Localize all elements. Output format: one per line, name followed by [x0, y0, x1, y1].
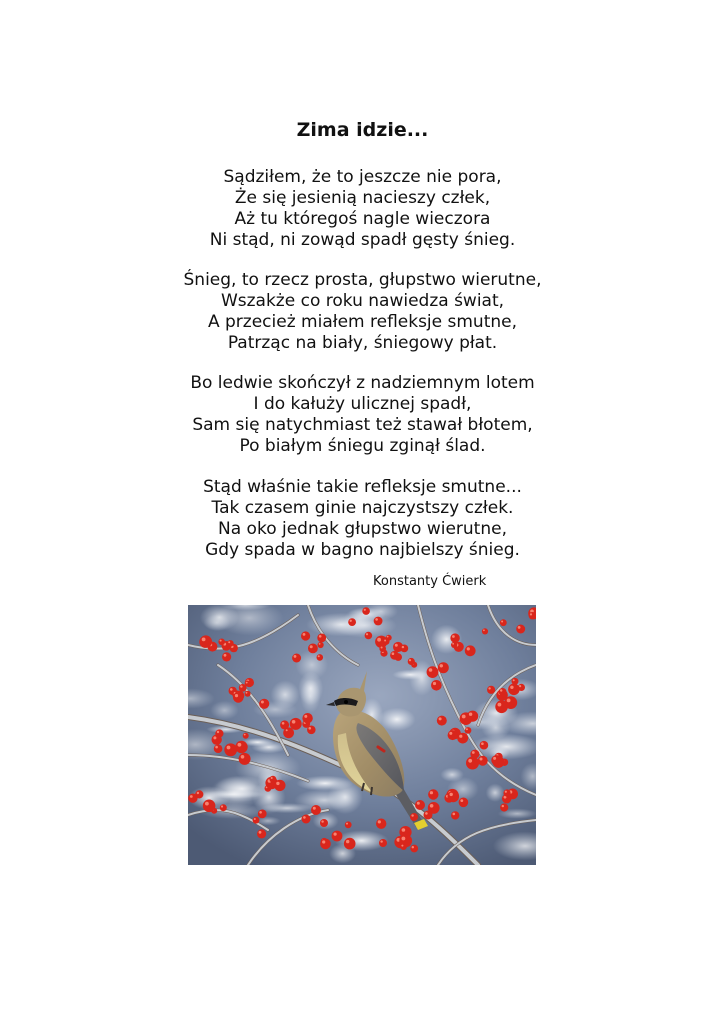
berry	[311, 805, 321, 815]
berry-highlight	[213, 736, 216, 739]
berry	[428, 789, 438, 799]
berry-highlight	[230, 688, 233, 691]
berry-highlight	[507, 699, 511, 703]
berry-highlight	[310, 645, 313, 648]
berry-highlight	[469, 713, 472, 716]
verse-line: I do kałuży ulicznej spadł,	[253, 394, 472, 414]
poem-title: Zima idzie...	[296, 119, 429, 141]
berry-highlight	[481, 742, 484, 745]
berry-highlight	[466, 728, 468, 730]
berry-highlight	[259, 811, 262, 814]
berry-highlight	[468, 759, 472, 763]
berry	[379, 645, 386, 652]
verse-line: Sam się natychmiast też stawał błotem,	[192, 415, 533, 435]
poem-author: Konstanty Ćwierk	[373, 574, 487, 589]
berry	[470, 750, 479, 759]
berry	[466, 757, 479, 770]
verse-line: Śnieg, to rzecz prosta, głupstwo wierutne,	[183, 270, 542, 290]
berry-highlight	[241, 755, 245, 759]
berry-highlight	[378, 820, 381, 823]
berry	[495, 701, 508, 714]
berry-highlight	[292, 720, 296, 724]
berry-highlight	[224, 654, 227, 657]
berry-highlight	[430, 791, 433, 794]
berry-highlight	[221, 805, 223, 807]
berry	[301, 631, 310, 640]
berry	[480, 741, 489, 750]
berry-highlight	[429, 668, 433, 672]
berry-highlight	[350, 620, 352, 622]
berry-highlight	[505, 791, 507, 793]
berry	[500, 619, 507, 626]
frost-blob	[210, 701, 239, 720]
berry-highlight	[259, 831, 262, 834]
berry-highlight	[488, 687, 490, 689]
berry	[233, 692, 244, 703]
berry	[344, 838, 356, 850]
berry-highlight	[381, 647, 383, 649]
berry-highlight	[513, 679, 515, 681]
berry-highlight	[197, 792, 199, 794]
berry	[400, 843, 407, 850]
berry	[320, 839, 331, 850]
berry-highlight	[303, 633, 306, 636]
berry	[500, 803, 508, 811]
berry	[491, 755, 501, 765]
stanza-4	[0, 477, 725, 561]
berry	[302, 713, 312, 723]
berry-highlight	[510, 686, 513, 689]
frost-blob	[204, 615, 230, 632]
berry	[245, 681, 251, 687]
berry-highlight	[452, 635, 455, 638]
berry-highlight	[271, 777, 273, 779]
berry	[318, 642, 324, 648]
berry-highlight	[462, 715, 466, 719]
berry-highlight	[519, 685, 521, 687]
berry-highlight	[303, 816, 306, 819]
berry-highlight	[480, 758, 483, 761]
berry	[448, 791, 460, 803]
berry-highlight	[235, 694, 238, 697]
berry	[465, 727, 472, 734]
berry	[499, 688, 507, 696]
berry	[274, 780, 285, 791]
berry-highlight	[425, 812, 428, 815]
berry	[270, 776, 277, 783]
berry-highlight	[452, 643, 454, 645]
berry-highlight	[518, 626, 521, 629]
berry	[200, 635, 212, 647]
berry-highlight	[322, 840, 325, 843]
berry-highlight	[392, 652, 395, 655]
berry-highlight	[215, 746, 218, 749]
frost-blob	[378, 708, 415, 731]
berry	[508, 684, 520, 696]
berry	[245, 691, 251, 697]
berry-highlight	[364, 609, 366, 611]
berry-highlight	[346, 823, 348, 825]
berry-highlight	[433, 682, 436, 685]
berry	[203, 800, 216, 813]
berry-highlight	[286, 729, 288, 731]
berry-highlight	[366, 633, 368, 635]
verse-line: Stąd właśnie takie refleksje smutne...	[203, 477, 522, 497]
stanza-2	[0, 270, 725, 354]
berry	[224, 743, 237, 756]
berry	[451, 642, 457, 648]
verse-line: Po białym śniegu zginął ślad.	[239, 436, 486, 456]
berry-highlight	[246, 692, 248, 694]
berry-highlight	[453, 813, 456, 816]
berry	[218, 639, 225, 646]
berry	[529, 612, 536, 619]
frost-blob	[271, 680, 300, 709]
berry-highlight	[411, 814, 413, 816]
berry	[290, 718, 302, 730]
berry	[308, 644, 318, 654]
berry	[253, 817, 260, 824]
berry-highlight	[460, 799, 463, 802]
berry	[487, 686, 495, 694]
berry	[365, 632, 373, 640]
berry	[450, 633, 459, 642]
berry-highlight	[449, 732, 452, 735]
verse-line: A przecież miałem refleksje smutne,	[207, 312, 518, 332]
verse-line: Gdy spada w bagno najbielszy śnieg.	[205, 540, 520, 560]
berry	[459, 798, 469, 808]
berry	[467, 711, 478, 722]
berry	[220, 804, 227, 811]
berry	[410, 813, 418, 821]
berry	[400, 645, 408, 653]
berry-highlight	[318, 655, 320, 657]
berry	[243, 733, 249, 739]
berry-highlight	[220, 640, 222, 642]
berry-highlight	[380, 840, 382, 842]
berry	[379, 839, 387, 847]
verse-line: Patrząc na biały, śniegowy płat.	[227, 333, 498, 353]
berry-highlight	[502, 805, 504, 807]
berry	[386, 635, 392, 641]
berry-highlight	[459, 735, 462, 738]
verse-line: Ni stąd, ni zowąd spadł gęsty śnieg.	[209, 230, 516, 250]
berry-highlight	[321, 820, 323, 822]
berry	[259, 699, 269, 709]
berry-highlight	[387, 636, 389, 638]
berry	[302, 815, 311, 824]
berry	[424, 811, 433, 820]
berry-highlight	[282, 722, 285, 725]
berry-highlight	[190, 795, 193, 798]
berry-highlight	[313, 807, 316, 810]
berry	[362, 607, 370, 615]
frost-blob	[486, 784, 505, 802]
verse-line: Tak czasem ginie najczystszy człek.	[211, 498, 514, 518]
frost-blob	[294, 789, 354, 811]
berry-highlight	[217, 731, 219, 733]
berry	[317, 634, 326, 643]
berry-highlight	[501, 621, 503, 623]
berry-highlight	[228, 641, 230, 643]
berry-highlight	[500, 689, 502, 691]
berry-highlight	[377, 638, 381, 642]
berry-highlight	[417, 802, 420, 805]
frost-blob	[210, 776, 259, 811]
berry	[374, 617, 383, 626]
berry-highlight	[402, 828, 406, 832]
berry	[284, 728, 291, 735]
berry-highlight	[227, 746, 231, 750]
berry-highlight	[430, 804, 434, 808]
stanza-3	[0, 373, 725, 457]
berry-highlight	[530, 613, 532, 615]
berry-highlight	[244, 734, 246, 736]
berry-highlight	[246, 682, 248, 684]
berry	[408, 658, 415, 665]
berry-highlight	[472, 751, 475, 754]
berry-highlight	[409, 659, 411, 661]
berry-highlight	[254, 818, 256, 820]
berry	[214, 744, 223, 753]
berry	[482, 628, 488, 634]
berry	[222, 652, 231, 661]
frost-blob	[298, 672, 323, 706]
berry	[390, 651, 399, 660]
berry-highlight	[401, 845, 403, 847]
berry-highlight	[202, 638, 206, 642]
berry-highlight	[375, 618, 378, 621]
berry-highlight	[294, 655, 297, 658]
berry	[348, 618, 356, 626]
berry	[503, 789, 510, 796]
berry-highlight	[346, 840, 349, 843]
verse-line: Bo ledwie skończył z nadziemnym lotem	[190, 373, 535, 393]
berry-highlight	[395, 644, 398, 647]
frost-blob	[392, 670, 428, 680]
berry-highlight	[450, 793, 453, 796]
berry	[212, 735, 222, 745]
berry	[320, 819, 328, 827]
berry-highlight	[205, 802, 209, 806]
berry	[427, 666, 439, 678]
verse-line: Że się jesienią nacieszy człek,	[234, 188, 491, 208]
berry	[345, 821, 352, 828]
berry	[410, 845, 418, 853]
berry-highlight	[440, 664, 443, 667]
berry	[465, 645, 476, 656]
berry-highlight	[304, 715, 307, 718]
berry	[431, 680, 442, 691]
berry-highlight	[319, 643, 321, 645]
berry-highlight	[412, 846, 414, 848]
verse-line: Wszakże co roku nawiedza świat,	[220, 291, 505, 311]
berry	[317, 654, 324, 661]
berry-highlight	[238, 743, 242, 747]
berry	[415, 800, 425, 810]
berry	[258, 810, 267, 819]
verse-line: Sądziłem, że to jeszcze nie pora,	[223, 167, 502, 187]
berry	[227, 640, 234, 647]
berry	[257, 829, 266, 838]
berry	[376, 819, 386, 829]
berry-highlight	[402, 837, 406, 841]
berry-highlight	[309, 727, 312, 730]
verse-line: Aż tu któregoś nagle wieczora	[234, 209, 491, 229]
berry	[235, 741, 247, 753]
berry-highlight	[240, 685, 242, 687]
berry	[239, 753, 251, 765]
berry	[292, 654, 301, 663]
berry	[478, 756, 488, 766]
berry-highlight	[276, 782, 279, 785]
berry-highlight	[334, 833, 337, 836]
waxwing-photo	[188, 605, 536, 865]
berry-highlight	[493, 757, 496, 760]
berry-highlight	[467, 647, 470, 650]
berry-highlight	[261, 701, 264, 704]
berry	[437, 716, 447, 726]
berry-highlight	[498, 703, 502, 707]
berry	[457, 733, 468, 744]
stanza-1	[0, 167, 725, 251]
berry-highlight	[483, 629, 485, 631]
berry	[451, 811, 459, 819]
berry-highlight	[319, 635, 322, 638]
berry	[448, 730, 458, 740]
berry-highlight	[402, 646, 404, 648]
berry	[332, 831, 343, 842]
berry	[438, 662, 449, 673]
berry-highlight	[439, 717, 442, 720]
verse-line: Na oko jednak głupstwo wierutne,	[218, 519, 507, 539]
berry	[188, 794, 197, 803]
berry-highlight	[384, 640, 386, 642]
berry	[516, 625, 525, 634]
